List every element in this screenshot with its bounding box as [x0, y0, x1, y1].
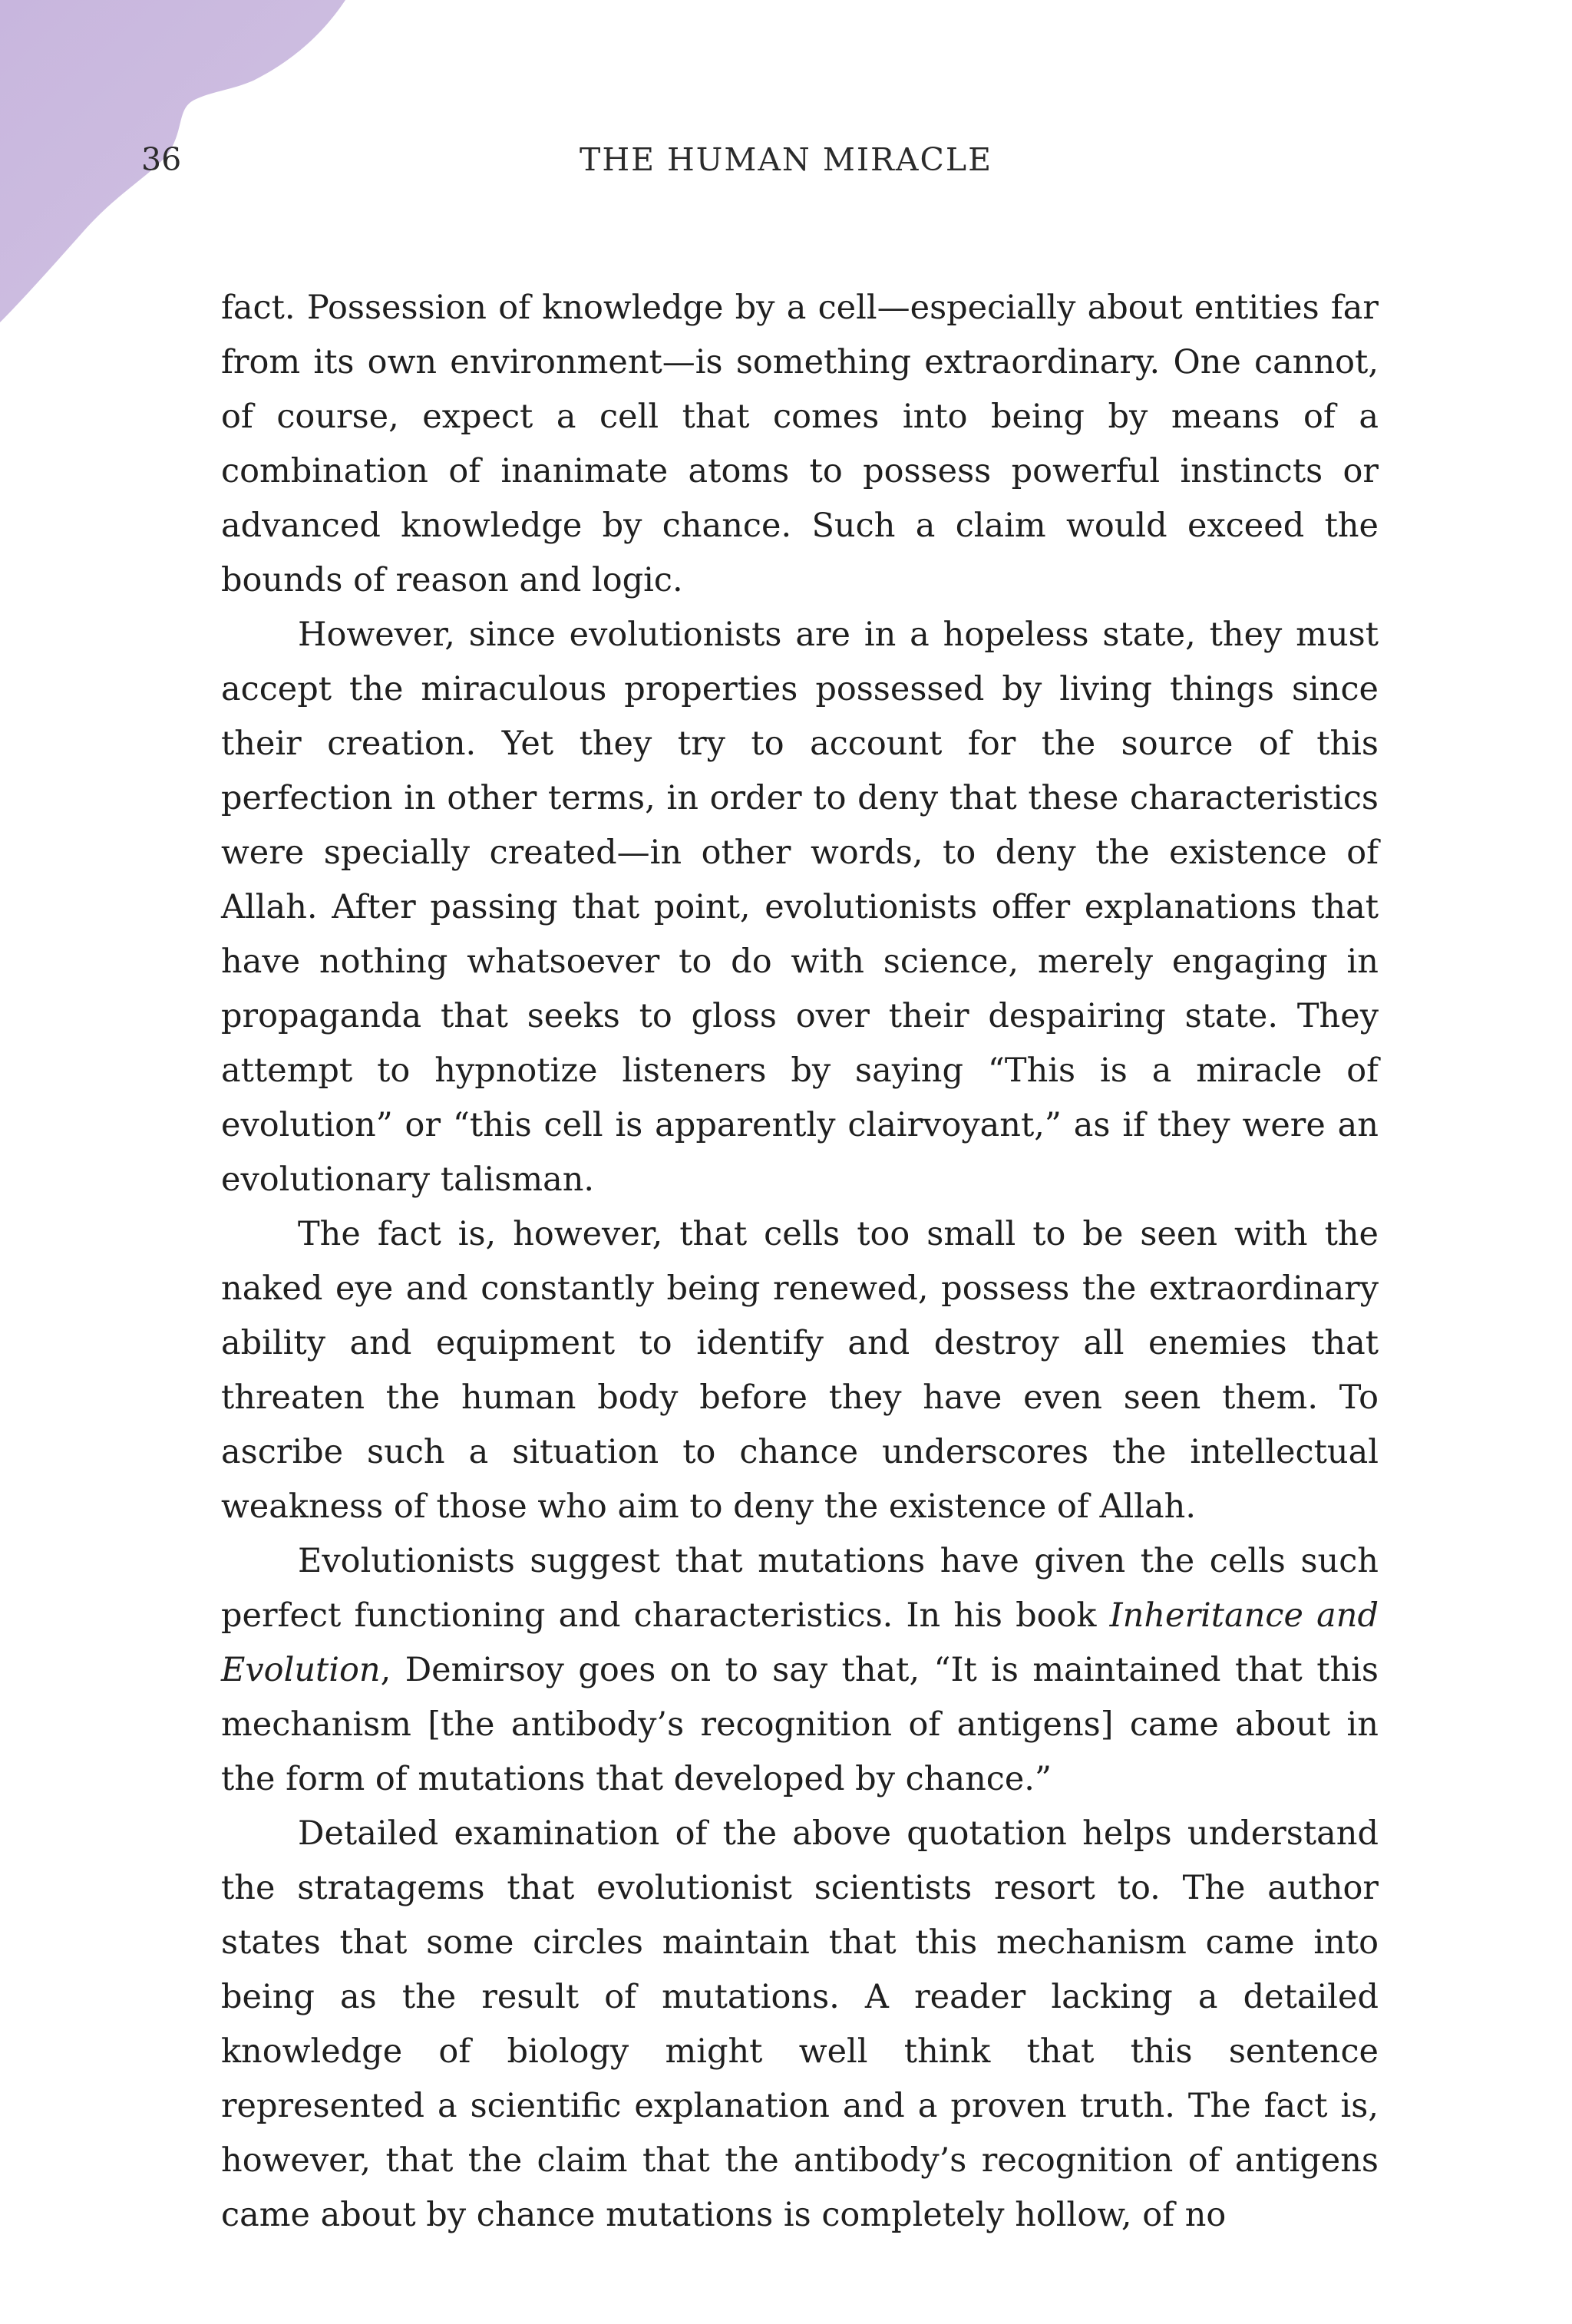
paragraph-5: Detailed examination of the above quotation helps understand the stratagems that evolutionist scientists resort to. The author states that some circles maintain that this mechanism came into being as the result of mutations. A reader lacking a detailed knowledge of biology might well think that this sentence represented a scientific explanation and a proven truth. The fact is, however, that the claim that the antibody’s recognition of antigens came about by chance mutations is completely hollow, of no — [221, 1814, 1379, 2234]
page-number: 36 — [141, 141, 182, 178]
paragraph-4-lead: Evolutionists suggest that mutations have given the cells such perfect functioning and characteristics. In his book — [221, 1542, 1379, 1635]
body-text — [221, 281, 1379, 2243]
paragraph-4 — [221, 1534, 1379, 1807]
book-title: Inheritance and Evolution — [221, 1596, 1379, 1689]
paragraph-3: The fact is, however, that cells too small to be seen with the naked eye and constantly being renewed, possess the extraordinary ability and equipment to identify and destroy all enemies that threaten the human body before they have even seen them. To ascribe such a situation to chance underscores the intellectual weakness of those who aim to deny the existence of Allah. — [221, 1215, 1379, 1526]
running-head-title: THE HUMAN MIRACLE — [579, 141, 993, 178]
paragraph-4-rest: , Demirsoy goes on to say that, “It is maintained that this mechanism [the antibody’s recognition of antigens] came about in the form of mutations that developed by chance.” — [221, 1651, 1379, 1798]
paragraph-2: However, since evolutionists are in a hopeless state, they must accept the miraculous properties possessed by living things since their creation. Yet they try to account for the source of this perfection in other terms, in order to deny that these characteristics were specially created—in other words, to deny the existence of Allah. After passing that point, evolutionists offer explanations that have nothing whatsoever to do with science, merely engaging in propaganda that seeks to gloss over their despairing state. They attempt to hypnotize listeners by saying “This is a miracle of evolution” or “this cell is apparently clairvoyant,” as if they were an evolutionary talisman. — [221, 616, 1379, 1199]
paragraph-1: fact. Possession of knowledge by a cell—especially about entities far from its own environment—is something extraordinary. One cannot, of course, expect a cell that comes into being by means of a combination of inanimate atoms to possess powerful instincts or advanced knowledge by chance. Such a claim would exceed the bounds of reason and logic. — [221, 289, 1379, 599]
